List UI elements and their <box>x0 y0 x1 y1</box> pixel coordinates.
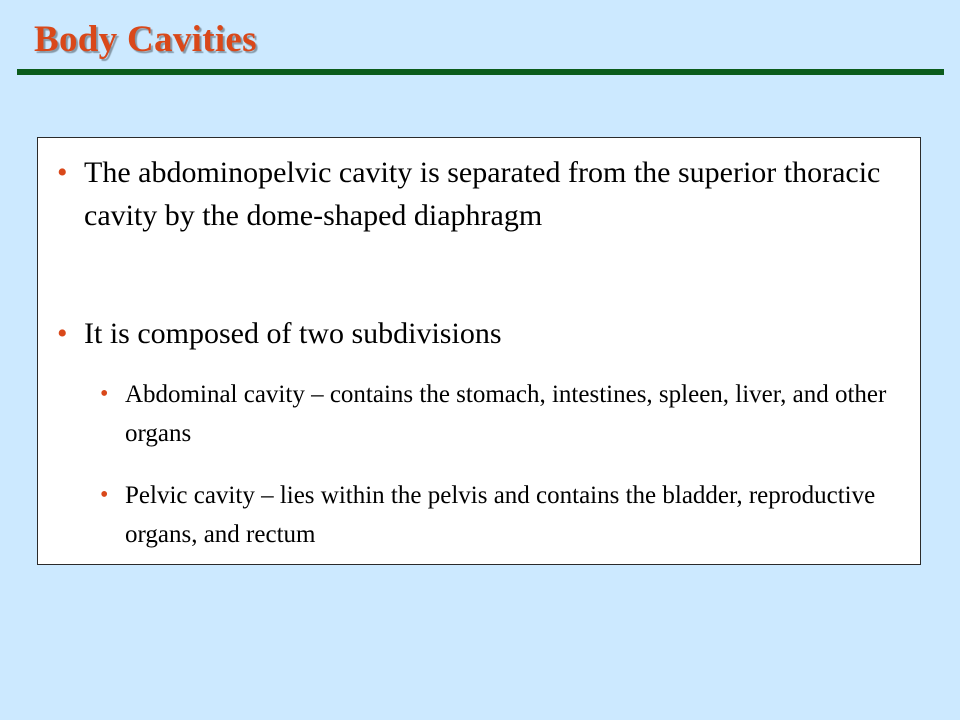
bullet-dot-icon: • <box>57 156 68 189</box>
bullet-item <box>57 151 884 237</box>
bullet-item <box>57 312 884 355</box>
bullet-dot-icon: • <box>57 317 68 350</box>
bullet-dot-icon: • <box>100 381 109 407</box>
sub-bullet-item <box>100 476 920 554</box>
content-box <box>37 137 921 565</box>
sub-bullet-item <box>100 375 920 453</box>
bullet-dot-icon: • <box>100 482 109 508</box>
slide-title: Body Cavities <box>34 19 257 60</box>
bullet-text: It is composed of two subdivisions <box>84 317 502 350</box>
bullet-text: The abdominopelvic cavity is separated from the superior thoracic cavity by the dome-shaped diaphragm <box>84 156 881 232</box>
sub-bullet-text: Pelvic cavity – lies within the pelvis and contains the bladder, reproductive organs, and rectum <box>125 482 876 548</box>
sub-bullet-text: Abdominal cavity – contains the stomach, intestines, spleen, liver, and other organs <box>125 381 887 447</box>
title-underline <box>17 69 944 75</box>
